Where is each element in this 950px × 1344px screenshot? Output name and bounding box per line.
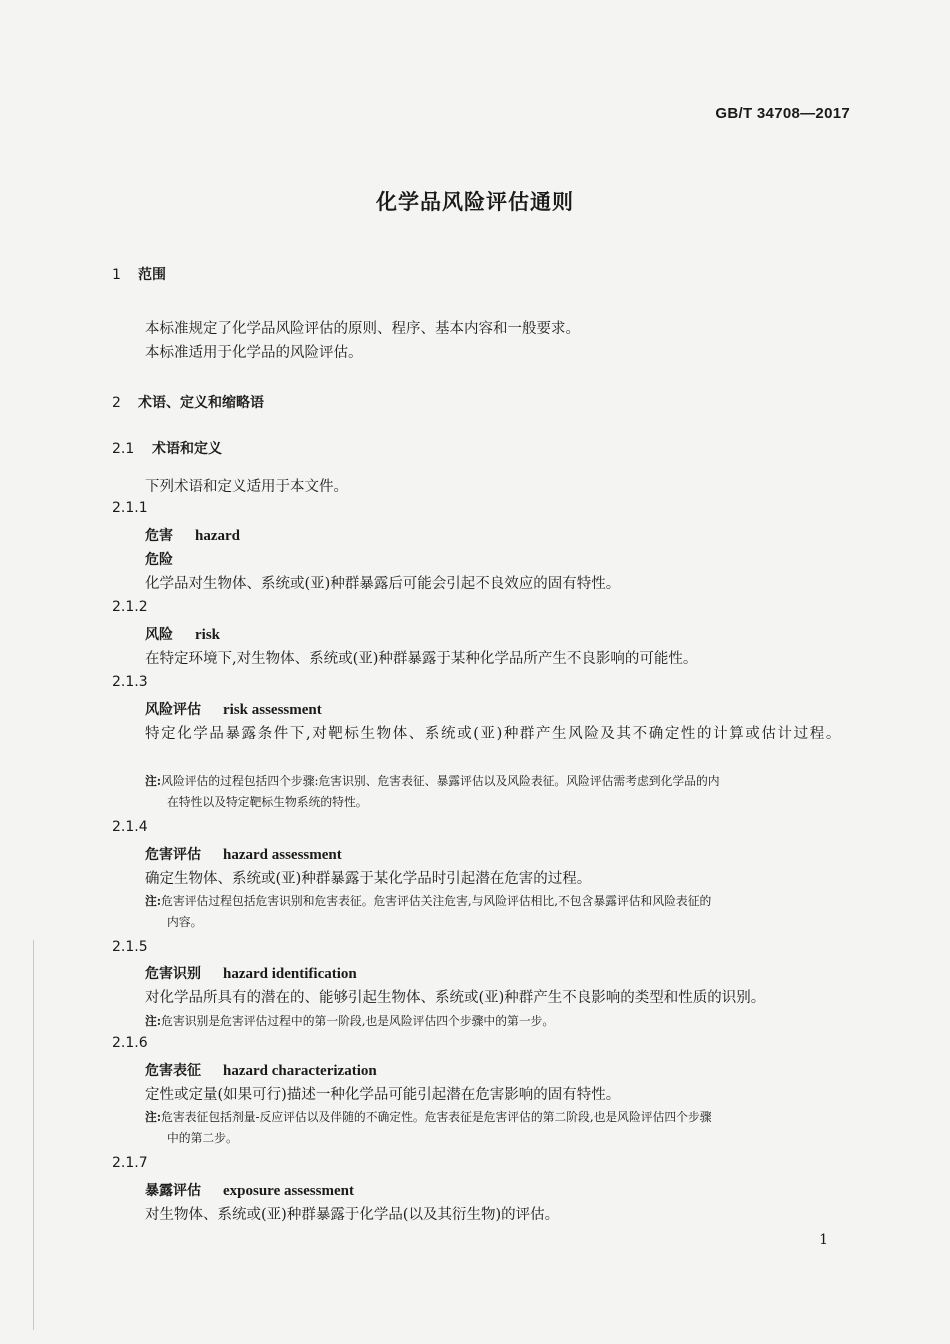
note-text: 风险评估的过程包括四个步骤:危害识别、危害表征、暴露评估以及风险表征。风险评估需考虑到化学品的内 bbox=[161, 774, 720, 788]
section-title: 范围 bbox=[138, 267, 166, 283]
term-note bbox=[145, 1011, 850, 1032]
term-heading bbox=[145, 624, 220, 644]
note-text: 危害识别是危害评估过程中的第一阶段,也是风险评估四个步骤中的第一步。 bbox=[161, 1014, 555, 1028]
term-definition: 特定化学品暴露条件下,对靶标生物体、系统或(亚)种群产生风险及其不确定性的计算或估计过程。 bbox=[145, 726, 842, 742]
page-number: 1 bbox=[819, 1232, 828, 1248]
term-number: 2.1.5 bbox=[112, 939, 148, 955]
standard-code: GB/T 34708—2017 bbox=[715, 105, 850, 122]
term-number: 2.1.7 bbox=[112, 1155, 148, 1171]
term-chinese: 危害 bbox=[145, 528, 173, 544]
term-number: 2.1.4 bbox=[112, 819, 148, 835]
term-note bbox=[145, 771, 850, 813]
section-number: 1 bbox=[112, 267, 121, 283]
term-number: 2.1.3 bbox=[112, 674, 148, 690]
note-label: 注: bbox=[145, 774, 162, 788]
term-english: hazard assessment bbox=[223, 847, 342, 863]
note-text-continued: 内容。 bbox=[167, 915, 203, 929]
term-heading bbox=[145, 525, 240, 545]
term-definition: 在特定环境下,对生物体、系统或(亚)种群暴露于某种化学品所产生不良影响的可能性。 bbox=[145, 651, 698, 667]
term-english: risk bbox=[195, 627, 221, 643]
term-number: 2.1.6 bbox=[112, 1035, 148, 1051]
section-1-heading bbox=[112, 264, 166, 284]
term-english: exposure assessment bbox=[223, 1183, 354, 1199]
term-english: hazard identification bbox=[223, 966, 357, 982]
term-note bbox=[145, 891, 850, 933]
term-english: hazard characterization bbox=[223, 1063, 377, 1079]
term-definition: 定性或定量(如果可行)描述一种化学品可能引起潜在危害影响的固有特性。 bbox=[145, 1087, 621, 1103]
section-2-heading bbox=[112, 392, 264, 412]
section-number: 2 bbox=[112, 395, 121, 411]
section-2-1-heading bbox=[112, 438, 222, 458]
document-title: 化学品风险评估通则 bbox=[376, 190, 574, 214]
note-text: 危害评估过程包括危害识别和危害表征。危害评估关注危害,与风险评估相比,不包含暴露评估和风险表征的 bbox=[161, 894, 712, 908]
term-chinese: 风险 bbox=[145, 627, 173, 643]
note-text: 危害表征包括剂量-反应评估以及伴随的不确定性。危害表征是危害评估的第二阶段,也是风险评估四个步骤 bbox=[161, 1110, 712, 1124]
section-number: 2.1 bbox=[112, 441, 135, 457]
term-note bbox=[145, 1107, 850, 1149]
term-english: risk assessment bbox=[223, 702, 322, 718]
term-definition: 对生物体、系统或(亚)种群暴露于化学品(以及其衍生物)的评估。 bbox=[145, 1207, 560, 1223]
scope-paragraph-1: 本标准规定了化学品风险评估的原则、程序、基本内容和一般要求。 bbox=[145, 321, 580, 337]
term-chinese: 危害识别 bbox=[145, 966, 201, 982]
section-title: 术语、定义和缩略语 bbox=[138, 395, 264, 411]
term-number: 2.1.1 bbox=[112, 500, 148, 516]
note-label: 注: bbox=[145, 1014, 162, 1028]
term-number: 2.1.2 bbox=[112, 599, 148, 615]
term-definition: 化学品对生物体、系统或(亚)种群暴露后可能会引起不良效应的固有特性。 bbox=[145, 576, 621, 592]
note-label: 注: bbox=[145, 894, 162, 908]
term-heading bbox=[145, 1060, 377, 1080]
term-alternative: 危险 bbox=[145, 552, 173, 568]
note-text-continued: 中的第二步。 bbox=[167, 1131, 238, 1145]
term-chinese: 暴露评估 bbox=[145, 1183, 201, 1199]
note-label: 注: bbox=[145, 1110, 162, 1124]
term-definition: 确定生物体、系统或(亚)种群暴露于某化学品时引起潜在危害的过程。 bbox=[145, 871, 592, 887]
term-chinese: 危害表征 bbox=[145, 1063, 201, 1079]
term-definition: 对化学品所具有的潜在的、能够引起生物体、系统或(亚)种群产生不良影响的类型和性质的识别。 bbox=[145, 990, 766, 1006]
scope-paragraph-2: 本标准适用于化学品的风险评估。 bbox=[145, 345, 363, 361]
scan-margin-line bbox=[33, 940, 34, 1330]
note-text-continued: 在特性以及特定靶标生物系统的特性。 bbox=[167, 795, 368, 809]
term-heading bbox=[145, 844, 342, 864]
intro-paragraph: 下列术语和定义适用于本文件。 bbox=[145, 479, 348, 495]
term-heading bbox=[145, 1180, 354, 1200]
section-title: 术语和定义 bbox=[152, 441, 222, 457]
term-chinese: 风险评估 bbox=[145, 702, 201, 718]
term-heading bbox=[145, 699, 322, 719]
term-heading bbox=[145, 963, 357, 983]
term-english: hazard bbox=[195, 528, 240, 544]
term-chinese: 危害评估 bbox=[145, 847, 201, 863]
